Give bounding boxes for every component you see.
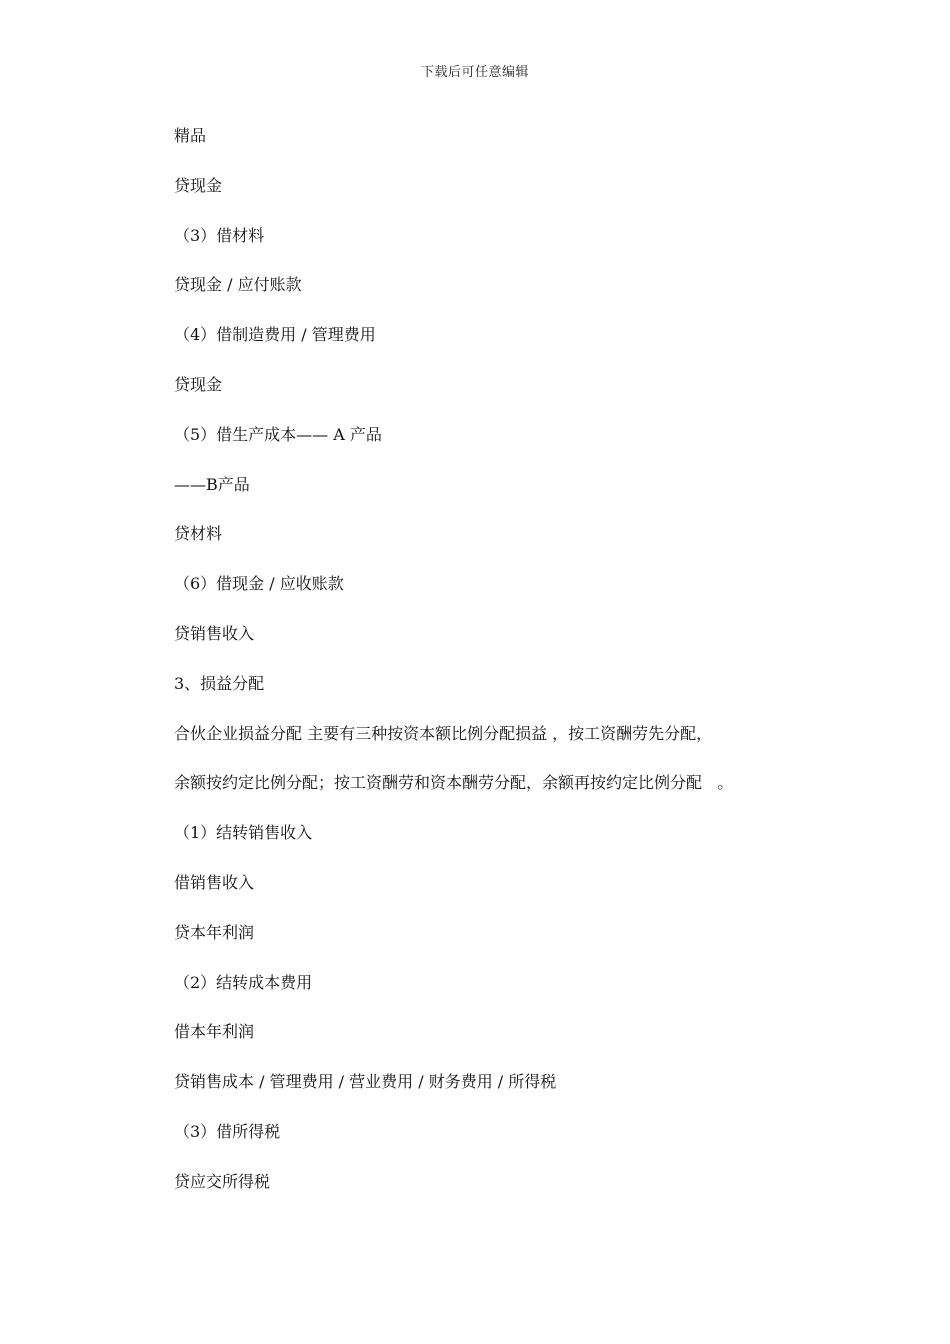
text-line: 精品 (174, 126, 207, 145)
document-body (174, 125, 814, 1221)
text-line: （5）借生产成本—— A 产品 (174, 424, 382, 444)
text-line: （2）结转成本费用 (174, 972, 313, 992)
text-line: 贷现金 (174, 374, 223, 394)
section-heading: 3、损益分配 (174, 673, 265, 693)
text-line: （4）借制造费用 / 管理费用 (174, 325, 376, 345)
text-line: ——B产品 (174, 474, 250, 494)
text-line: 借销售收入 (174, 872, 255, 892)
text-line: 贷现金 (174, 175, 223, 195)
text-line: 贷销售收入 (174, 623, 255, 643)
text-line: （6）借现金 / 应收账款 (174, 574, 344, 594)
text-line: （1）结转销售收入 (174, 823, 313, 843)
text-line: 贷现金 / 应付账款 (174, 275, 302, 295)
text-line: 贷销售成本 / 管理费用 / 营业费用 / 财务费用 / 所得税 (174, 1072, 557, 1092)
text-line: （3）借材料 (174, 225, 265, 245)
text-line: 贷本年利润 (174, 922, 255, 942)
text-line: 贷应交所得税 (174, 1171, 271, 1191)
text-line: （3）借所得税 (174, 1121, 281, 1141)
page-header: 下载后可任意编辑 (420, 65, 529, 80)
text-line: 借本年利润 (174, 1022, 255, 1042)
paragraph-line: 合伙企业损益分配 主要有三种按资本额比例分配损益 ，按工资酬劳先分配， (174, 723, 713, 743)
paragraph-line: 余额按约定比例分配；按工资酬劳和资本酬劳分配，余额再按约定比例分配 。 (174, 773, 734, 793)
text-line: 贷材料 (174, 524, 223, 544)
